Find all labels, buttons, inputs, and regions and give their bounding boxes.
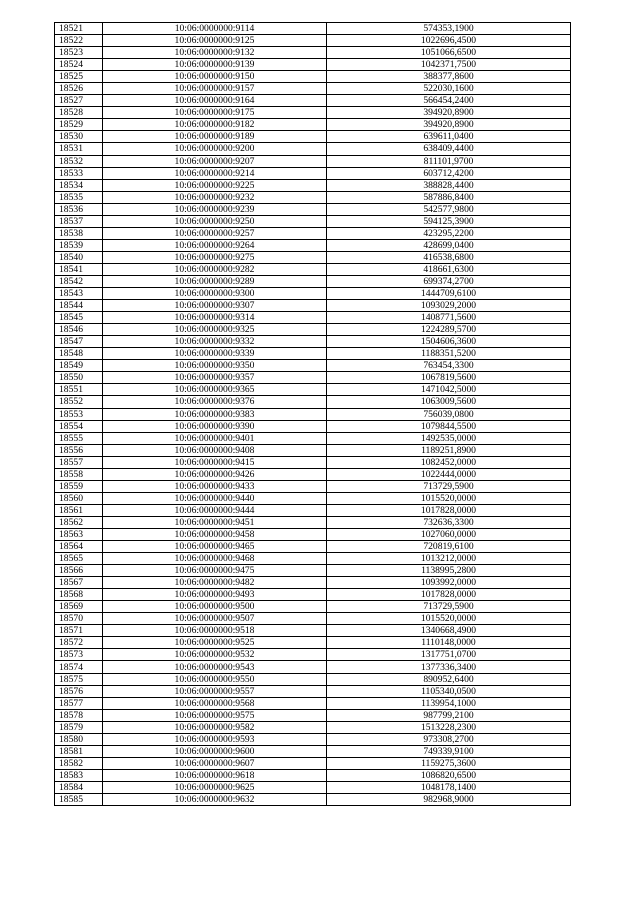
value-cell: 1189251,8900: [327, 444, 571, 456]
value-cell: 982968,9000: [327, 794, 571, 806]
table-row: [55, 733, 571, 745]
timestamp-cell: 10:06:0000000:9525: [103, 637, 327, 649]
timestamp-cell: 10:06:0000000:9433: [103, 480, 327, 492]
row-number-cell: 18579: [55, 721, 103, 733]
table-row: [55, 625, 571, 637]
table-row: [55, 504, 571, 516]
value-cell: 418661,6300: [327, 263, 571, 275]
timestamp-cell: 10:06:0000000:9557: [103, 685, 327, 697]
row-number-cell: 18584: [55, 781, 103, 793]
timestamp-cell: 10:06:0000000:9357: [103, 372, 327, 384]
table-row: [55, 143, 571, 155]
value-cell: 1093029,2000: [327, 300, 571, 312]
value-cell: 1051066,6500: [327, 47, 571, 59]
table-row: [55, 360, 571, 372]
table-row: [55, 673, 571, 685]
value-cell: 699374,2700: [327, 275, 571, 287]
row-number-cell: 18551: [55, 384, 103, 396]
timestamp-cell: 10:06:0000000:9390: [103, 420, 327, 432]
timestamp-cell: 10:06:0000000:9600: [103, 745, 327, 757]
timestamp-cell: 10:06:0000000:9339: [103, 348, 327, 360]
row-number-cell: 18528: [55, 107, 103, 119]
table-row: [55, 95, 571, 107]
value-cell: 713729,5900: [327, 480, 571, 492]
row-number-cell: 18556: [55, 444, 103, 456]
table-row: [55, 794, 571, 806]
row-number-cell: 18542: [55, 275, 103, 287]
value-cell: 763454,3300: [327, 360, 571, 372]
timestamp-cell: 10:06:0000000:9582: [103, 721, 327, 733]
value-cell: 1138995,2800: [327, 565, 571, 577]
value-cell: 987799,2100: [327, 709, 571, 721]
timestamp-cell: 10:06:0000000:9207: [103, 155, 327, 167]
table-row: [55, 444, 571, 456]
timestamp-cell: 10:06:0000000:9625: [103, 781, 327, 793]
table-row: [55, 119, 571, 131]
row-number-cell: 18529: [55, 119, 103, 131]
row-number-cell: 18548: [55, 348, 103, 360]
row-number-cell: 18581: [55, 745, 103, 757]
table-row: [55, 300, 571, 312]
table-row: [55, 167, 571, 179]
row-number-cell: 18572: [55, 637, 103, 649]
timestamp-cell: 10:06:0000000:9468: [103, 553, 327, 565]
table-row: [55, 601, 571, 613]
timestamp-cell: 10:06:0000000:9518: [103, 625, 327, 637]
table-row: [55, 23, 571, 35]
timestamp-cell: 10:06:0000000:9401: [103, 432, 327, 444]
table-row: [55, 71, 571, 83]
timestamp-cell: 10:06:0000000:9300: [103, 288, 327, 300]
row-number-cell: 18533: [55, 167, 103, 179]
value-cell: 1492535,0000: [327, 432, 571, 444]
table-row: [55, 769, 571, 781]
row-number-cell: 18577: [55, 697, 103, 709]
value-cell: 1139954,1000: [327, 697, 571, 709]
timestamp-cell: 10:06:0000000:9493: [103, 589, 327, 601]
row-number-cell: 18578: [55, 709, 103, 721]
value-cell: 394920,8900: [327, 119, 571, 131]
row-number-cell: 18536: [55, 203, 103, 215]
table-row: [55, 613, 571, 625]
value-cell: 756039,0800: [327, 408, 571, 420]
row-number-cell: 18523: [55, 47, 103, 59]
row-number-cell: 18526: [55, 83, 103, 95]
value-cell: 639611,0400: [327, 131, 571, 143]
table-row: [55, 565, 571, 577]
value-cell: 1513228,2300: [327, 721, 571, 733]
timestamp-cell: 10:06:0000000:9607: [103, 757, 327, 769]
timestamp-cell: 10:06:0000000:9250: [103, 215, 327, 227]
value-cell: 890952,6400: [327, 673, 571, 685]
table-row: [55, 528, 571, 540]
timestamp-cell: 10:06:0000000:9332: [103, 336, 327, 348]
value-cell: 1159275,3600: [327, 757, 571, 769]
value-cell: 428699,0400: [327, 239, 571, 251]
row-number-cell: 18562: [55, 516, 103, 528]
timestamp-cell: 10:06:0000000:9157: [103, 83, 327, 95]
table-row: [55, 251, 571, 263]
value-cell: 1093992,0000: [327, 577, 571, 589]
value-cell: 542577,9800: [327, 203, 571, 215]
timestamp-cell: 10:06:0000000:9543: [103, 661, 327, 673]
table-row: [55, 131, 571, 143]
value-cell: 1317751,0700: [327, 649, 571, 661]
table-row: [55, 227, 571, 239]
value-cell: 1408771,5600: [327, 312, 571, 324]
timestamp-cell: 10:06:0000000:9282: [103, 263, 327, 275]
row-number-cell: 18567: [55, 577, 103, 589]
data-table: [54, 22, 571, 806]
row-number-cell: 18540: [55, 251, 103, 263]
value-cell: 423295,2200: [327, 227, 571, 239]
timestamp-cell: 10:06:0000000:9350: [103, 360, 327, 372]
timestamp-cell: 10:06:0000000:9383: [103, 408, 327, 420]
value-cell: 388377,8600: [327, 71, 571, 83]
value-cell: 1444709,6100: [327, 288, 571, 300]
table-row: [55, 107, 571, 119]
table-row: [55, 516, 571, 528]
row-number-cell: 18570: [55, 613, 103, 625]
table-row: [55, 215, 571, 227]
value-cell: 1048178,1400: [327, 781, 571, 793]
table-row: [55, 480, 571, 492]
row-number-cell: 18522: [55, 35, 103, 47]
timestamp-cell: 10:06:0000000:9507: [103, 613, 327, 625]
table-row: [55, 709, 571, 721]
table-row: [55, 456, 571, 468]
value-cell: 1377336,3400: [327, 661, 571, 673]
row-number-cell: 18569: [55, 601, 103, 613]
table-row: [55, 239, 571, 251]
timestamp-cell: 10:06:0000000:9408: [103, 444, 327, 456]
row-number-cell: 18558: [55, 468, 103, 480]
table-row: [55, 312, 571, 324]
timestamp-cell: 10:06:0000000:9550: [103, 673, 327, 685]
value-cell: 1471042,5000: [327, 384, 571, 396]
timestamp-cell: 10:06:0000000:9426: [103, 468, 327, 480]
row-number-cell: 18544: [55, 300, 103, 312]
row-number-cell: 18563: [55, 528, 103, 540]
timestamp-cell: 10:06:0000000:9325: [103, 324, 327, 336]
row-number-cell: 18547: [55, 336, 103, 348]
table-row: [55, 155, 571, 167]
timestamp-cell: 10:06:0000000:9575: [103, 709, 327, 721]
value-cell: 1015520,0000: [327, 613, 571, 625]
value-cell: 1105340,0500: [327, 685, 571, 697]
row-number-cell: 18521: [55, 23, 103, 35]
value-cell: 388828,4400: [327, 179, 571, 191]
row-number-cell: 18552: [55, 396, 103, 408]
table-row: [55, 432, 571, 444]
row-number-cell: 18583: [55, 769, 103, 781]
value-cell: 1067819,5600: [327, 372, 571, 384]
row-number-cell: 18557: [55, 456, 103, 468]
table-row: [55, 203, 571, 215]
row-number-cell: 18555: [55, 432, 103, 444]
row-number-cell: 18550: [55, 372, 103, 384]
row-number-cell: 18534: [55, 179, 103, 191]
value-cell: 732636,3300: [327, 516, 571, 528]
timestamp-cell: 10:06:0000000:9593: [103, 733, 327, 745]
timestamp-cell: 10:06:0000000:9532: [103, 649, 327, 661]
timestamp-cell: 10:06:0000000:9125: [103, 35, 327, 47]
value-cell: 973308,2700: [327, 733, 571, 745]
timestamp-cell: 10:06:0000000:9132: [103, 47, 327, 59]
table-row: [55, 179, 571, 191]
table-row: [55, 577, 571, 589]
table-row: [55, 191, 571, 203]
value-cell: 1015520,0000: [327, 492, 571, 504]
value-cell: 1027060,0000: [327, 528, 571, 540]
row-number-cell: 18568: [55, 589, 103, 601]
timestamp-cell: 10:06:0000000:9139: [103, 59, 327, 71]
timestamp-cell: 10:06:0000000:9632: [103, 794, 327, 806]
row-number-cell: 18585: [55, 794, 103, 806]
row-number-cell: 18554: [55, 420, 103, 432]
table-row: [55, 420, 571, 432]
timestamp-cell: 10:06:0000000:9415: [103, 456, 327, 468]
timestamp-cell: 10:06:0000000:9458: [103, 528, 327, 540]
value-cell: 1022444,0000: [327, 468, 571, 480]
value-cell: 1022696,4500: [327, 35, 571, 47]
timestamp-cell: 10:06:0000000:9365: [103, 384, 327, 396]
table-row: [55, 83, 571, 95]
value-cell: 1063009,5600: [327, 396, 571, 408]
timestamp-cell: 10:06:0000000:9239: [103, 203, 327, 215]
row-number-cell: 18582: [55, 757, 103, 769]
table-row: [55, 47, 571, 59]
table-row: [55, 288, 571, 300]
row-number-cell: 18573: [55, 649, 103, 661]
row-number-cell: 18580: [55, 733, 103, 745]
value-cell: 1013212,0000: [327, 553, 571, 565]
table-row: [55, 324, 571, 336]
table-row: [55, 348, 571, 360]
timestamp-cell: 10:06:0000000:9444: [103, 504, 327, 516]
timestamp-cell: 10:06:0000000:9200: [103, 143, 327, 155]
value-cell: 720819,6100: [327, 541, 571, 553]
row-number-cell: 18564: [55, 541, 103, 553]
table-row: [55, 637, 571, 649]
value-cell: 638409,4400: [327, 143, 571, 155]
row-number-cell: 18538: [55, 227, 103, 239]
value-cell: 811101,9700: [327, 155, 571, 167]
timestamp-cell: 10:06:0000000:9114: [103, 23, 327, 35]
value-cell: 1340668,4900: [327, 625, 571, 637]
value-cell: 587886,8400: [327, 191, 571, 203]
row-number-cell: 18531: [55, 143, 103, 155]
timestamp-cell: 10:06:0000000:9150: [103, 71, 327, 83]
row-number-cell: 18543: [55, 288, 103, 300]
value-cell: 522030,1600: [327, 83, 571, 95]
value-cell: 574353,1900: [327, 23, 571, 35]
row-number-cell: 18525: [55, 71, 103, 83]
table-row: [55, 721, 571, 733]
value-cell: 1086820,6500: [327, 769, 571, 781]
table-row: [55, 697, 571, 709]
timestamp-cell: 10:06:0000000:9189: [103, 131, 327, 143]
row-number-cell: 18530: [55, 131, 103, 143]
timestamp-cell: 10:06:0000000:9214: [103, 167, 327, 179]
table-row: [55, 685, 571, 697]
timestamp-cell: 10:06:0000000:9175: [103, 107, 327, 119]
value-cell: 416538,6800: [327, 251, 571, 263]
table-row: [55, 263, 571, 275]
timestamp-cell: 10:06:0000000:9164: [103, 95, 327, 107]
row-number-cell: 18575: [55, 673, 103, 685]
row-number-cell: 18541: [55, 263, 103, 275]
row-number-cell: 18546: [55, 324, 103, 336]
value-cell: 1017828,0000: [327, 589, 571, 601]
table-row: [55, 59, 571, 71]
table-row: [55, 384, 571, 396]
table-row: [55, 492, 571, 504]
table-row: [55, 661, 571, 673]
timestamp-cell: 10:06:0000000:9289: [103, 275, 327, 287]
row-number-cell: 18574: [55, 661, 103, 673]
row-number-cell: 18537: [55, 215, 103, 227]
table-row: [55, 468, 571, 480]
row-number-cell: 18560: [55, 492, 103, 504]
row-number-cell: 18524: [55, 59, 103, 71]
row-number-cell: 18561: [55, 504, 103, 516]
value-cell: 566454,2400: [327, 95, 571, 107]
row-number-cell: 18576: [55, 685, 103, 697]
row-number-cell: 18553: [55, 408, 103, 420]
table-row: [55, 541, 571, 553]
row-number-cell: 18565: [55, 553, 103, 565]
value-cell: 749339,9100: [327, 745, 571, 757]
timestamp-cell: 10:06:0000000:9568: [103, 697, 327, 709]
timestamp-cell: 10:06:0000000:9182: [103, 119, 327, 131]
value-cell: 1504606,3600: [327, 336, 571, 348]
timestamp-cell: 10:06:0000000:9264: [103, 239, 327, 251]
row-number-cell: 18535: [55, 191, 103, 203]
table-row: [55, 649, 571, 661]
table-row: [55, 781, 571, 793]
value-cell: 603712,4200: [327, 167, 571, 179]
table-row: [55, 553, 571, 565]
table-row: [55, 396, 571, 408]
row-number-cell: 18532: [55, 155, 103, 167]
value-cell: 594125,3900: [327, 215, 571, 227]
table-row: [55, 336, 571, 348]
row-number-cell: 18549: [55, 360, 103, 372]
timestamp-cell: 10:06:0000000:9232: [103, 191, 327, 203]
timestamp-cell: 10:06:0000000:9500: [103, 601, 327, 613]
table-row: [55, 408, 571, 420]
timestamp-cell: 10:06:0000000:9307: [103, 300, 327, 312]
timestamp-cell: 10:06:0000000:9225: [103, 179, 327, 191]
value-cell: 1082452,0000: [327, 456, 571, 468]
row-number-cell: 18545: [55, 312, 103, 324]
row-number-cell: 18559: [55, 480, 103, 492]
value-cell: 1042371,7500: [327, 59, 571, 71]
row-number-cell: 18566: [55, 565, 103, 577]
value-cell: 1079844,5500: [327, 420, 571, 432]
row-number-cell: 18527: [55, 95, 103, 107]
table-row: [55, 35, 571, 47]
table-row: [55, 589, 571, 601]
timestamp-cell: 10:06:0000000:9482: [103, 577, 327, 589]
timestamp-cell: 10:06:0000000:9451: [103, 516, 327, 528]
table-body: [55, 23, 571, 806]
table-row: [55, 372, 571, 384]
row-number-cell: 18571: [55, 625, 103, 637]
value-cell: 1110148,0000: [327, 637, 571, 649]
timestamp-cell: 10:06:0000000:9475: [103, 565, 327, 577]
timestamp-cell: 10:06:0000000:9275: [103, 251, 327, 263]
table-row: [55, 757, 571, 769]
table-row: [55, 275, 571, 287]
timestamp-cell: 10:06:0000000:9440: [103, 492, 327, 504]
row-number-cell: 18539: [55, 239, 103, 251]
table-row: [55, 745, 571, 757]
value-cell: 713729,5900: [327, 601, 571, 613]
timestamp-cell: 10:06:0000000:9314: [103, 312, 327, 324]
timestamp-cell: 10:06:0000000:9257: [103, 227, 327, 239]
timestamp-cell: 10:06:0000000:9618: [103, 769, 327, 781]
value-cell: 1017828,0000: [327, 504, 571, 516]
timestamp-cell: 10:06:0000000:9465: [103, 541, 327, 553]
value-cell: 1188351,5200: [327, 348, 571, 360]
value-cell: 394920,8900: [327, 107, 571, 119]
timestamp-cell: 10:06:0000000:9376: [103, 396, 327, 408]
value-cell: 1224289,5700: [327, 324, 571, 336]
